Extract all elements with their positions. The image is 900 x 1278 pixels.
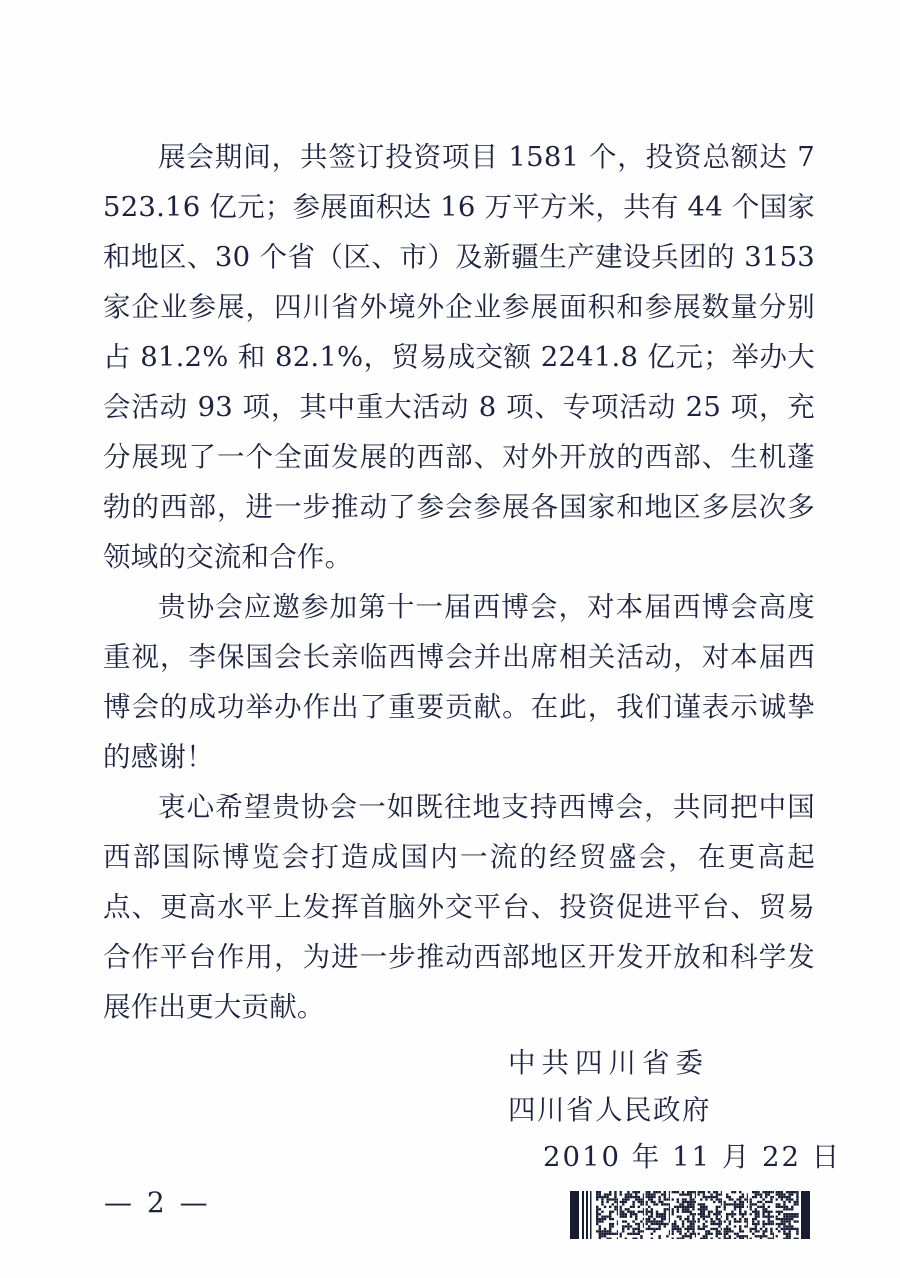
document-body — [103, 132, 815, 1032]
paragraph-3: 衷心希望贵协会一如既往地支持西博会，共同把中国西部国际博览会打造成国内一流的经贸盛会，在更高起点、更高水平上发挥首脑外交平台、投资促进平台、贸易合作平台作用，为进一步推动西部地区开发开放和科学发展作出更大贡献。 — [103, 791, 815, 1023]
signature-organization-primary: 中共四川省委 — [508, 1047, 709, 1079]
signature-organization-secondary: 四川省人民政府 — [508, 1094, 711, 1126]
barcode-icon — [570, 1191, 820, 1239]
signature-date: 2010 年 11 月 22 日 — [543, 1141, 842, 1173]
paragraph-1: 展会期间，共签订投资项目 1581 个，投资总额达 7523.16 亿元；参展面积达 16 万平方米，共有 44 个国家和地区、30 个省（区、市）及新疆生产建设兵团的 3153 家企业参展，四川省外境外企业参展面积和参展数量分别占 81.2% 和 82.1%，贸易成交额 2241.8 亿元；举办大会活动 93 项，其中重大活动 8 项、专项活动 25 项，充分展现了一个全面发展的西部、对外开放的西部、生机蓬勃的西部，进一步推动了参会参展各国家和地区多层次多领域的交流和合作。 — [103, 141, 815, 573]
paragraph-2: 贵协会应邀参加第十一届西博会，对本届西博会高度重视，李保国会长亲临西博会并出席相关活动，对本届西博会的成功举办作出了重要贡献。在此，我们谨表示诚挚的感谢！ — [103, 591, 815, 773]
signature-block — [0, 1040, 900, 1181]
page-footer — [0, 1186, 900, 1278]
page-number: — 2 — — [104, 1186, 211, 1219]
